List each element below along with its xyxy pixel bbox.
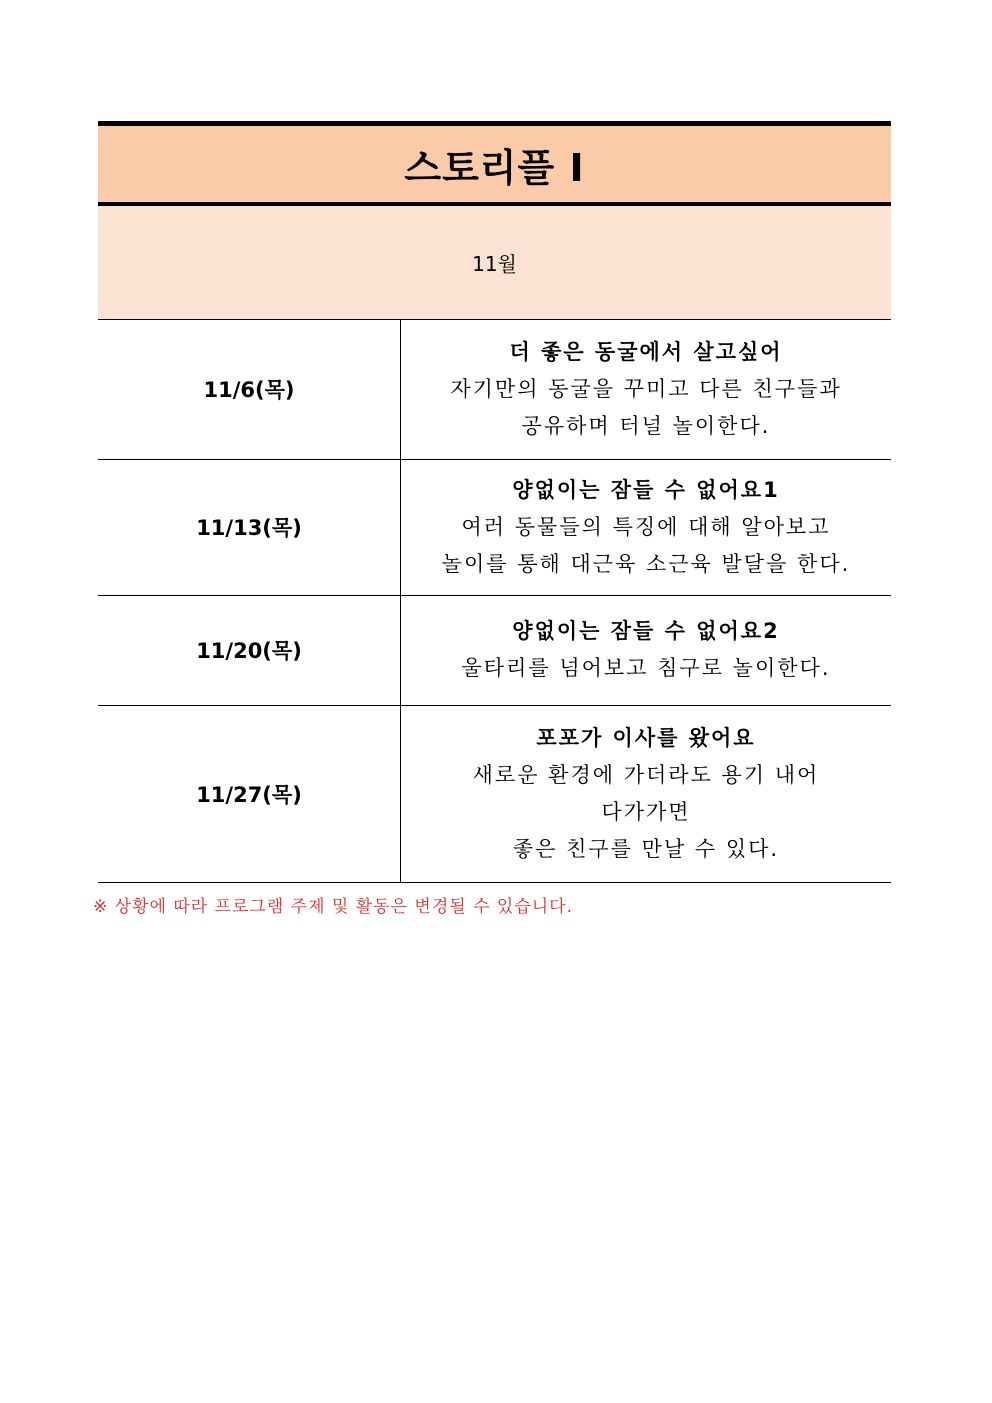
activity-title: 더 좋은 동굴에서 살고싶어: [509, 339, 783, 364]
schedule-sheet: [98, 121, 891, 883]
activity-cell: [401, 320, 892, 459]
activity-cell: [401, 595, 892, 705]
activity-description: 여러 동물들의 특징에 대해 알아보고: [461, 514, 831, 539]
date-cell: 11/6(목): [98, 320, 401, 459]
page-title: 스토리플 I: [404, 145, 585, 190]
schedule-table: [98, 320, 891, 883]
change-notice: ※ 상황에 따라 프로그램 주제 및 활동은 변경될 수 있습니다.: [93, 897, 573, 917]
activity-cell: [401, 459, 892, 595]
date-cell: 11/13(목): [98, 459, 401, 595]
activity-description: 다가가면: [601, 799, 691, 824]
activity-title: 양없이는 잠들 수 없어요1: [512, 477, 780, 502]
month-band: [98, 206, 891, 320]
month-label: 11월: [472, 252, 517, 276]
table-row: [98, 320, 891, 459]
table-row: [98, 459, 891, 595]
table-row: [98, 705, 891, 882]
date-cell: 11/27(목): [98, 705, 401, 882]
table-row: [98, 595, 891, 705]
activity-cell: [401, 705, 892, 882]
title-band: [98, 121, 891, 206]
activity-title: 포포가 이사를 왔어요: [536, 725, 756, 750]
activity-title: 양없이는 잠들 수 없어요2: [512, 619, 780, 643]
activity-description: 공유하며 터널 놀이한다.: [521, 413, 771, 438]
date-cell: 11/20(목): [98, 595, 401, 705]
activity-description: 울타리를 넘어보고 침구로 놀이한다.: [461, 656, 831, 680]
activity-description: 새로운 환경에 가더라도 용기 내어: [472, 762, 820, 787]
activity-description: 자기만의 동굴을 꾸미고 다른 친구들과: [450, 376, 842, 401]
activity-description: 좋은 친구를 만날 수 있다.: [512, 836, 780, 861]
activity-description: 놀이를 통해 대근육 소근육 발달을 한다.: [441, 551, 851, 576]
